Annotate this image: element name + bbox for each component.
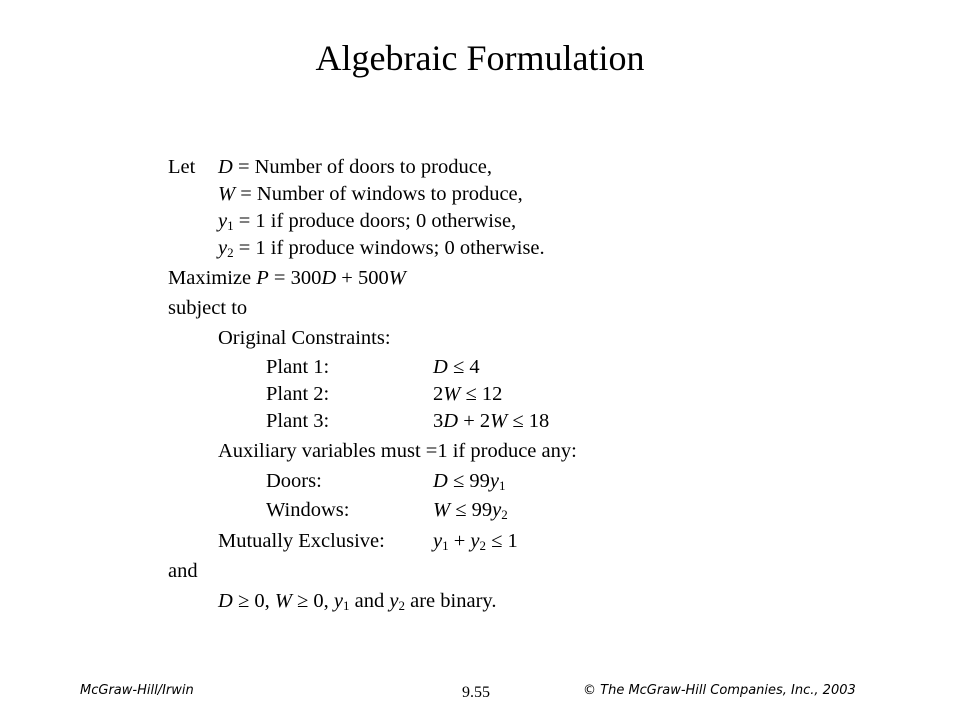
plant-3-v2: W	[490, 410, 508, 432]
aux-windows-v2: y	[492, 499, 502, 521]
nonneg-d: D	[218, 590, 233, 612]
def-y2	[218, 235, 545, 261]
def-doors	[218, 154, 492, 180]
nonneg-t3: and	[349, 590, 390, 612]
plant-2-constraint	[433, 381, 502, 407]
def-y2-text: = 1 if produce windows; 0 otherwise.	[233, 237, 545, 259]
plant-3-constraint	[433, 408, 549, 434]
original-constraints-header: Original Constraints:	[218, 327, 391, 349]
aux-doors-v1: D	[433, 470, 448, 492]
page-title: Algebraic Formulation	[315, 38, 645, 78]
aux-windows-v1: W	[433, 499, 451, 521]
def-y1-text: = 1 if produce doors; 0 otherwise,	[233, 210, 517, 232]
plant-1-mid: ≤ 4	[447, 356, 480, 378]
mutual-rest: ≤ 1	[486, 530, 518, 552]
plant-3-pre: 3	[433, 410, 444, 432]
plant-1-label: Plant 1:	[266, 356, 330, 378]
nonneg-t1: ≥ 0,	[232, 590, 275, 612]
plant-3-post: ≤ 18	[507, 410, 550, 432]
objective-w: W	[388, 267, 406, 289]
var-y2: y	[218, 237, 228, 259]
mutual-b-sub: 2	[479, 538, 487, 553]
objective-prefix: Maximize	[168, 267, 257, 289]
aux-windows-mid: ≤ 99	[450, 499, 493, 521]
def-doors-text: = Number of doors to produce,	[232, 156, 493, 178]
aux-windows-label: Windows:	[266, 499, 350, 521]
nonneg-y1: y	[333, 590, 344, 612]
objective-d: D	[321, 267, 337, 289]
nonneg-constraint	[218, 588, 496, 614]
footer-copyright: © The McGraw-Hill Companies, Inc., 2003	[583, 683, 856, 698]
mutual-label: Mutually Exclusive:	[218, 530, 385, 552]
mutual-plus: +	[448, 530, 471, 552]
plant-2-v1: W	[443, 383, 461, 405]
nonneg-y1-sub: 1	[343, 598, 350, 613]
sub-y2: 2	[227, 245, 234, 260]
mutual-constraint	[433, 528, 518, 554]
aux-windows-constraint	[433, 497, 508, 523]
nonneg-t2: ≥ 0,	[291, 590, 334, 612]
footer-page-number: 9.55	[462, 684, 490, 701]
footer-publisher: McGraw-Hill/Irwin	[80, 683, 194, 698]
objective-plus: + 500	[336, 267, 389, 289]
sub-y1: 1	[227, 218, 234, 233]
var-d: D	[218, 156, 233, 178]
plant-2-mid: ≤ 12	[460, 383, 503, 405]
plant-1-v1: D	[433, 356, 448, 378]
def-windows	[218, 181, 523, 207]
nonneg-y2: y	[389, 590, 399, 612]
aux-doors-constraint	[433, 468, 505, 494]
var-y1: y	[218, 210, 228, 232]
mutual-a: y	[433, 530, 443, 552]
let-keyword: Let	[168, 156, 196, 178]
plant-3-v1: D	[443, 410, 459, 432]
aux-doors-v2: y	[489, 470, 499, 492]
objective-eq: = 300	[268, 267, 322, 289]
aux-doors-label: Doors:	[266, 470, 322, 492]
plant-2-label: Plant 2:	[266, 383, 330, 405]
plant-1-constraint	[433, 354, 480, 380]
nonneg-w: W	[274, 590, 292, 612]
plant-2-pre: 2	[433, 383, 444, 405]
subject-to: subject to	[168, 297, 248, 319]
objective-var: P	[256, 267, 269, 289]
plant-3-mid: + 2	[458, 410, 491, 432]
nonneg-y2-sub: 2	[398, 598, 405, 613]
aux-doors-mid: ≤ 99	[447, 470, 490, 492]
objective	[168, 265, 406, 291]
var-w: W	[218, 183, 236, 205]
mutual-a-sub: 1	[442, 538, 449, 553]
def-windows-text: = Number of windows to produce,	[235, 183, 523, 205]
mutual-b: y	[470, 530, 480, 552]
auxiliary-header: Auxiliary variables must =1 if produce any:	[218, 440, 577, 462]
aux-windows-sub: 2	[501, 507, 508, 522]
nonneg-t4: are binary.	[405, 590, 497, 612]
plant-3-label: Plant 3:	[266, 410, 330, 432]
def-y1	[218, 208, 516, 234]
and-keyword: and	[168, 560, 198, 582]
aux-doors-sub: 1	[498, 478, 506, 493]
